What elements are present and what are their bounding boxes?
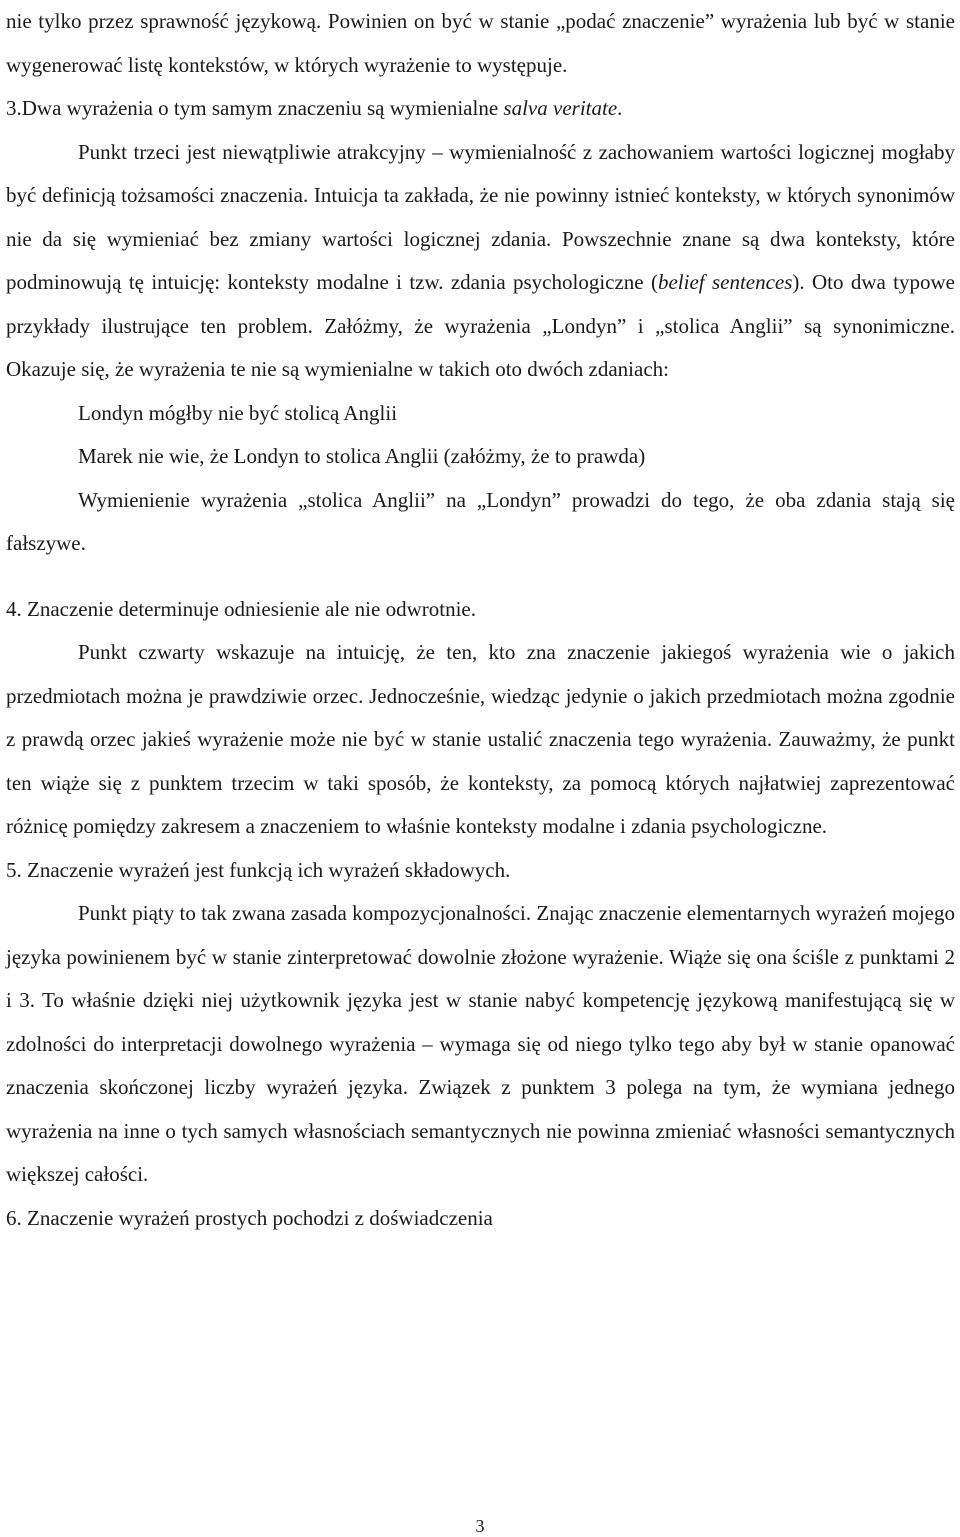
paragraph-point-3-part2: ). Oto dwa typowe przykłady ilustrujące ten problem. Załóżmy, że wyrażenia „Londyn” i „stolica Anglii” są synonimiczne. Okazuje się, że wyrażenia te nie są wymienialne w takich oto dwóch zdaniach: <box>6 270 955 381</box>
paragraph-point-3-italic: belief sentences <box>657 270 793 294</box>
point-4-heading: 4. Znaczenie determinuje odniesienie ale nie odwrotnie. <box>6 596 476 621</box>
point-3-italic: salva veritate <box>503 96 618 120</box>
point-3-text: 3.Dwa wyrażenia o tym samym znaczeniu są wymienialne <box>6 96 504 120</box>
point-3-heading <box>6 87 955 131</box>
point-6-heading: 6. Znaczenie wyrażeń prostych pochodzi z doświadczenia <box>6 1205 493 1230</box>
paragraph-point-3-part1: Punkt trzeci jest niewątpliwie atrakcyjny – wymienialność z zachowaniem wartości logicznej mogłaby być definicją tożsamości znaczenia. Intuicja ta zakłada, że nie powinny istnieć konteksty, w których synonimów nie da się wymieniać bez zmiany wartości logicznej zdania. Powszechnie znane są dwa konteksty, które podminowują tę intuicję: konteksty modalne i tzw. zdania psychologiczne ( <box>6 139 955 294</box>
example-sentence-1: Londyn mógłby nie być stolicą Anglii <box>78 400 398 425</box>
paragraph-point-3 <box>6 131 955 392</box>
paragraph-point-5: Punkt piąty to tak zwana zasada kompozycjonalności. Znając znaczenie elementarnych wyrażeń mojego języka powinienem być w stanie zinterpretować dowolnie złożone wyrażenie. Wiąże się ona ściśle z punktami 2 i 3. To właśnie dzięki niej użytkownik języka jest w stanie nabyć kompetencję językową manifestującą się w zdolności do interpretacji dowolnego wyrażenia – wymaga się od niego tylko tego aby był w stanie opanować znaczenia skończonej liczby wyrażeń języka. Związek z punktem 3 polega na tym, że wymiana jednego wyrażenia na inne o tych samych własnościach semantycznych nie powinna zmieniać własności semantycznych większej całości. <box>6 901 955 1186</box>
page-number: 3 <box>475 1516 485 1536</box>
point-3-end: . <box>617 96 623 120</box>
spacer <box>6 566 955 588</box>
point-5-heading: 5. Znaczenie wyrażeń jest funkcją ich wyrażeń składowych. <box>6 857 511 882</box>
paragraph-intro: nie tylko przez sprawność językową. Powinien on być w stanie „podać znaczenie” wyrażenia lub być w stanie wygenerować listę kontekstów, w których wyrażenie to występuje. <box>6 9 955 77</box>
document-page <box>6 0 955 1240</box>
paragraph-substitution: Wymienienie wyrażenia „stolica Anglii” na „Londyn” prowadzi do tego, że oba zdania stają się fałszywe. <box>6 487 955 555</box>
example-sentence-2: Marek nie wie, że Londyn to stolica Anglii (załóżmy, że to prawda) <box>78 444 646 468</box>
paragraph-point-4: Punkt czwarty wskazuje na intuicję, że ten, kto zna znaczenie jakiegoś wyrażenia wie o jakich przedmiotach można je prawdziwie orzec. Jednocześnie, wiedząc jedynie o jakich przedmiotach można zgodnie z prawdą orzec jakieś wyrażenie może nie być w stanie ustalić znaczenia tego wyrażenia. Zauważmy, że punkt ten wiąże się z punktem trzecim w taki sposób, że konteksty, za pomocą których najłatwiej zaprezentować różnicę pomiędzy zakresem a znaczeniem to właśnie konteksty modalne i zdania psychologiczne. <box>6 640 955 838</box>
